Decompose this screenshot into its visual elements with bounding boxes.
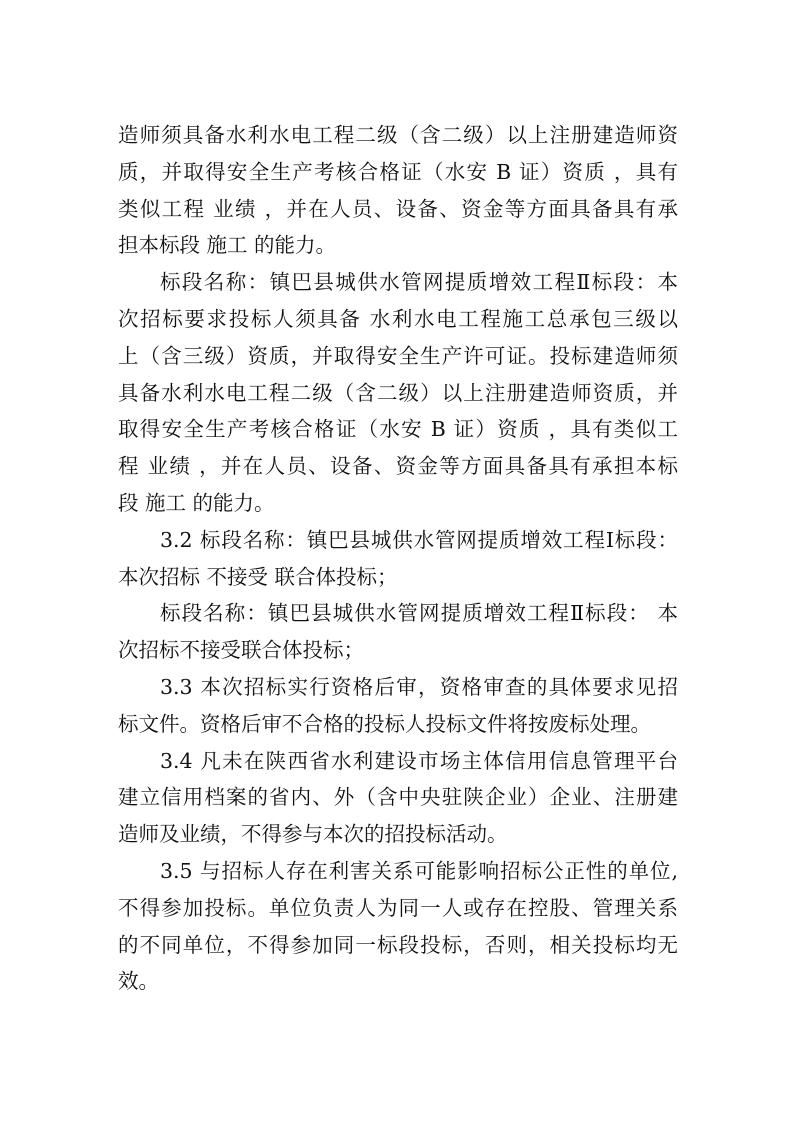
text-line: 3.3 本次招标实行资格后审，资格审查的具体要求见招 [160,674,678,699]
text-line: 标段名称：镇巴县城供水管网提质增效工程Ⅱ标段： 本 [160,601,678,626]
text-line: 类似工程 业绩 ，并在人员、设备、资金等方面具备具有承 [118,196,678,221]
text-line: 上（含三级）资质，并取得安全生产许可证。投标建造师须 [118,343,678,368]
text-line: 造师须具备水利水电工程二级（含二级）以上注册建造师资 [118,123,678,147]
text-line: 质，并取得安全生产考核合格证（水安 B 证）资质 ，具有 [118,159,678,184]
text-line: 担本标段 施工 的能力。 [118,233,337,258]
text-line: 段 施工 的能力。 [118,490,275,515]
text-line: 次招标要求投标人须具备 水利水电工程施工总承包三级以 [118,306,678,331]
text-line: 不得参加投标。单位负责人为同一人或存在控股、管理关系 [118,895,678,920]
text-line: 次招标不接受联合体投标； [118,638,364,663]
text-line: 造师及业绩，不得参与本次的招投标活动。 [118,822,508,847]
text-line: 效。 [118,969,159,994]
text-line: 3.5 与招标人存在利害关系可能影响招标公正性的单位, [160,858,678,883]
text-line: 程 业绩 ，并在人员、设备、资金等方面具备具有承担本标 [118,454,678,479]
document-body [118,117,678,1000]
text-line: 3.4 凡未在陕西省水利建设市场主体信用信息管理平台 [160,748,678,773]
text-line: 取得安全生产考核合格证（水安 B 证）资质 ，具有类似工 [118,417,678,442]
text-line: 的不同单位，不得参加同一标段投标，否则，相关投标均无 [118,932,678,957]
text-line: 具备水利水电工程二级（含二级）以上注册建造师资质，并 [118,380,678,405]
text-line: 3.2 标段名称：镇巴县城供水管网提质增效工程Ⅰ标段： [160,527,678,552]
text-line: 建立信用档案的省内、外（含中央驻陕企业）企业、注册建 [118,785,678,810]
text-line: 标段名称：镇巴县城供水管网提质增效工程Ⅱ标段：本 [160,270,678,295]
text-line: 本次招标 不接受 联合体投标； [118,564,398,589]
text-line: 标文件。资格后审不合格的投标人投标文件将按废标处理。 [118,711,651,736]
